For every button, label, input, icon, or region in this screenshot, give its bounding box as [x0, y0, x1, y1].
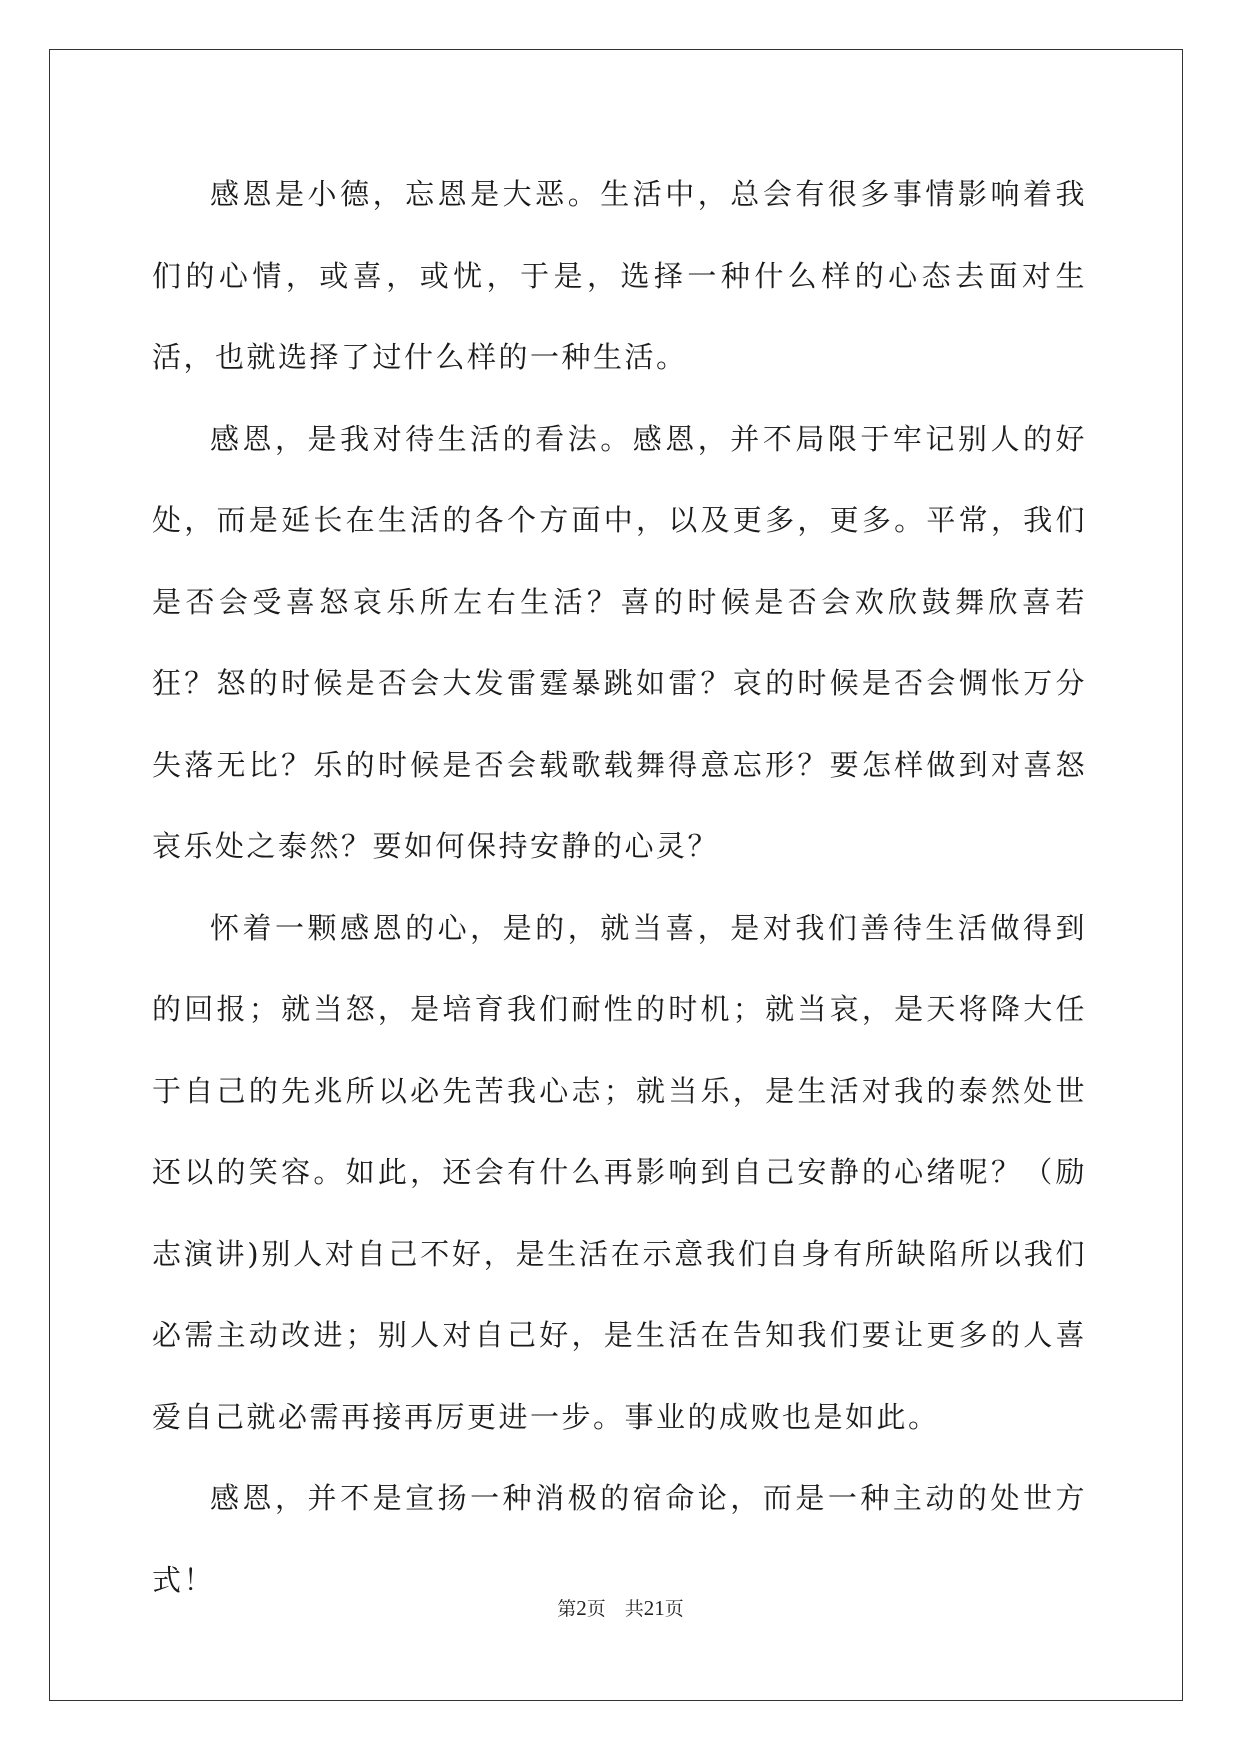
- paragraph-3: 怀着一颗感恩的心，是的，就当喜，是对我们善待生活做得到的回报；就当怒，是培育我们耐性的时机；就当哀，是天将降大任于自己的先兆所以必先苦我心志；就当乐，是生活对我的泰然处世还以的笑容。如此，还会有什么再影响到自己安静的心绪呢？（励志演讲)别人对自己不好，是生活在示意我们自身有所缺陷所以我们必需主动改进；别人对自己好，是生活在告知我们要让更多的人喜爱自己就必需再接再厉更进一步。事业的成败也是如此。: [152, 910, 1087, 1434]
- paragraph-4: 感恩，并不是宣扬一种消极的宿命论，而是一种主动的处世方式！: [152, 1481, 1087, 1597]
- document-body: [152, 154, 1087, 1621]
- paragraph-1: 感恩是小德，忘恩是大恶。生活中，总会有很多事情影响着我们的心情，或喜，或忧，于是，选择一种什么样的心态去面对生活，也就选择了过什么样的一种生活。: [152, 177, 1087, 374]
- paragraph-2: 感恩，是我对待生活的看法。感恩，并不局限于牢记别人的好处，而是延长在生活的各个方面中，以及更多，更多。平常，我们是否会受喜怒哀乐所左右生活？喜的时候是否会欢欣鼓舞欣喜若狂？怒的时候是否会大发雷霆暴跳如雷？哀的时候是否会惆怅万分失落无比？乐的时候是否会载歌载舞得意忘形？要怎样做到对喜怒哀乐处之泰然？要如何保持安静的心灵？: [152, 421, 1087, 863]
- page-current-number: 2: [576, 1596, 587, 1620]
- page-unit: 页: [586, 1599, 606, 1620]
- page-total-number: 21: [643, 1596, 665, 1620]
- total-prefix: 共: [624, 1599, 644, 1620]
- page-footer: [0, 1594, 1241, 1621]
- page-prefix: 第: [557, 1599, 577, 1620]
- total-unit: 页: [664, 1599, 684, 1620]
